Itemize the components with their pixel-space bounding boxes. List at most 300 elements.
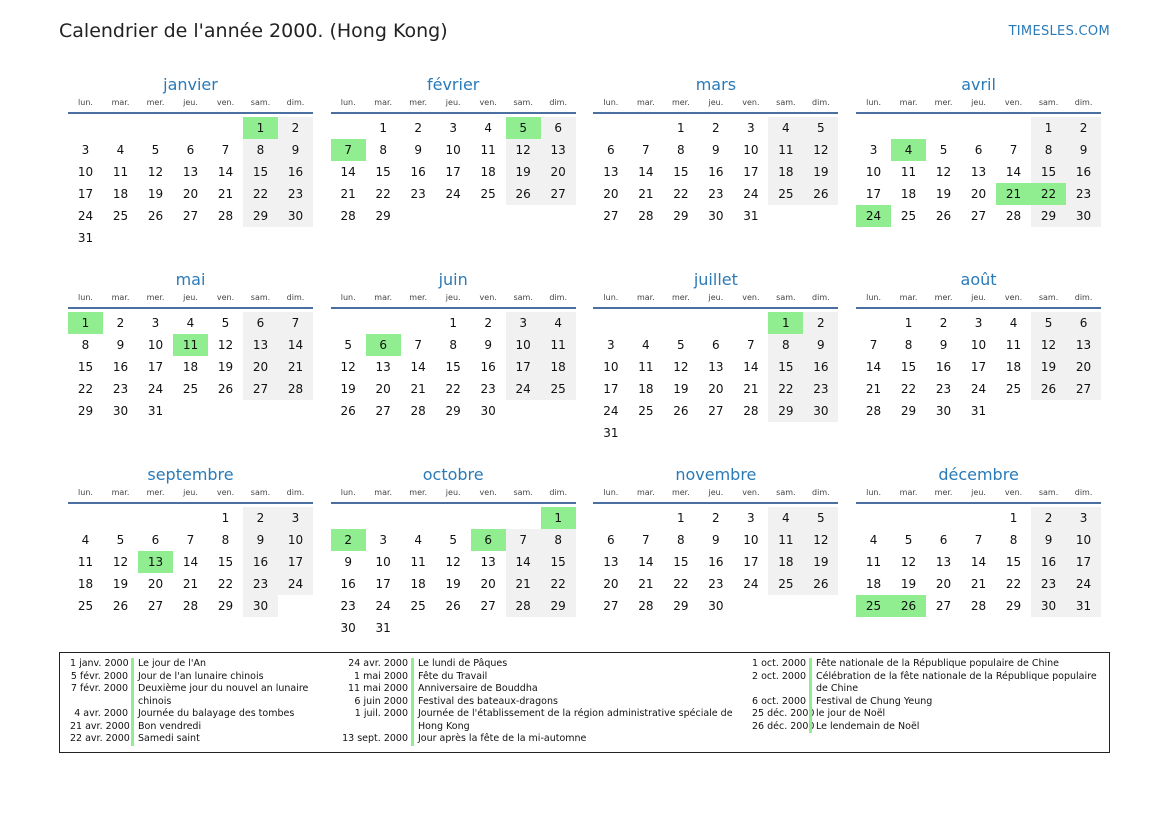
empty-cell [628,117,663,139]
weekday-label: mar. [899,488,918,497]
day-cell: 13 [541,139,576,161]
day-cell: 11 [865,555,882,569]
day-cell: 20 [147,577,164,591]
weekday-label: mer. [671,488,690,497]
day-cell: 24 [603,404,619,418]
month-calendar [856,74,1101,257]
day-cell: 20 [375,382,391,396]
day-cell: 13 [935,555,952,569]
day-cell: 7 [186,533,195,547]
day-cell: 12 [340,360,356,374]
weekday-label: sam. [1038,293,1059,302]
empty-cell [366,312,401,334]
day-cell: 9 [243,529,278,551]
legend-entry [341,671,736,684]
weekday-label: jeu. [708,488,724,497]
days-grid [68,504,313,617]
day-cell: 18 [900,187,917,201]
holiday-date: 4 avr. 2000 [74,708,128,719]
weekday-label: ven. [1004,488,1023,497]
day-cell: 30 [243,595,278,617]
weekday-label: lun. [78,98,93,107]
empty-cell [628,312,663,334]
holiday-legend [59,652,1110,753]
day-cell: 16 [480,360,496,374]
day-cell: 3 [869,143,878,157]
site-link[interactable]: TIMESLES.COM [1008,24,1110,39]
weekday-label: mer. [146,98,165,107]
month-name: octobre [422,465,484,484]
day-cell: 28 [1005,209,1022,223]
weekday-label: mer. [934,98,953,107]
day-cell: 29 [1031,205,1066,227]
weekday-label: ven. [216,488,235,497]
day-cell: 26 [112,599,129,613]
day-cell: 17 [743,165,759,179]
day-cell: 13 [182,165,199,179]
day-cell: 1 [1031,117,1066,139]
day-cell: 24 [743,577,759,591]
day-cell: 6 [186,143,195,157]
days-grid [593,114,838,227]
day-cell: 19 [445,577,461,591]
days-grid [593,309,838,444]
day-cell: 10 [445,143,461,157]
holiday-day-cell: 1 [768,312,803,334]
day-cell: 19 [900,577,917,591]
day-cell: 27 [935,599,952,613]
holiday-day-cell: 1 [541,507,576,529]
day-cell: 25 [900,209,917,223]
day-cell: 18 [112,187,129,201]
day-cell: 8 [541,529,576,551]
day-cell: 12 [935,165,952,179]
holiday-date: 22 avr. 2000 [70,733,130,744]
empty-cell [628,507,663,529]
weekday-label: dim. [812,98,830,107]
legend-entry [70,683,340,708]
day-cell: 21 [410,382,426,396]
weekday-label: sam. [776,98,796,107]
day-cell: 24 [970,382,987,396]
weekday-label: mer. [934,488,953,497]
empty-cell [698,312,733,334]
day-cell: 20 [708,382,724,396]
day-cell: 14 [217,165,234,179]
day-cell: 23 [1031,573,1066,595]
month-name: avril [961,75,996,94]
day-cell: 21 [506,573,541,595]
day-cell: 30 [278,205,313,227]
day-cell: 8 [1009,533,1018,547]
holiday-name: Samedi saint [131,733,340,746]
day-cell: 18 [77,577,94,591]
day-cell: 14 [638,555,654,569]
empty-cell [68,117,103,139]
weekday-label: jeu. [971,293,986,302]
weekday-label: dim. [549,98,567,107]
day-cell: 12 [147,165,164,179]
day-cell: 17 [375,577,391,591]
day-cell: 28 [970,599,987,613]
empty-cell [331,507,366,529]
weekday-label: lun. [78,293,93,302]
day-cell: 8 [768,334,803,356]
empty-cell [138,117,173,139]
day-cell: 5 [344,338,352,352]
holiday-name: Deuxième jour du nouvel an lunaire chinois [131,683,340,708]
weekday-label: dim. [1074,98,1093,107]
day-cell: 16 [803,356,838,378]
day-cell: 8 [904,338,913,352]
day-cell: 21 [970,577,987,591]
day-cell: 10 [506,334,541,356]
day-cell: 22 [900,382,917,396]
day-cell: 26 [935,209,952,223]
month-name: février [426,75,480,94]
day-cell: 11 [1005,338,1022,352]
month-name: juin [438,270,468,289]
months-grid [68,74,1101,647]
day-cell: 17 [743,555,759,569]
empty-cell [173,117,208,139]
day-cell: 15 [217,555,234,569]
day-cell: 17 [77,187,94,201]
day-cell: 29 [768,400,803,422]
day-cell: 24 [445,187,461,201]
empty-cell [401,312,436,334]
legend-entry [341,658,736,671]
day-cell: 2 [278,117,313,139]
day-cell: 29 [900,404,917,418]
holiday-date: 5 févr. 2000 [70,670,128,682]
weekday-label: mar. [636,488,655,497]
month-calendar [331,269,576,452]
month-calendar [593,269,838,452]
empty-cell [891,507,926,529]
weekday-label: mar. [111,293,130,302]
legend-entry [752,658,1099,671]
day-cell: 4 [81,533,90,547]
day-cell: 9 [344,555,352,569]
empty-cell [138,507,173,529]
legend-entry [70,733,340,746]
month-calendar [856,464,1101,647]
month-name: novembre [675,465,757,484]
weekday-label: jeu. [445,98,461,107]
legend-entry [341,733,736,746]
weekday-label: mar. [636,293,655,302]
day-cell: 23 [1066,183,1101,205]
day-cell: 25 [112,209,129,223]
day-cell: 11 [768,139,803,161]
days-grid [68,309,313,422]
weekday-header [68,291,313,309]
empty-cell [173,507,208,529]
empty-cell [926,507,961,529]
legend-entry [341,696,736,709]
month-calendar [856,269,1101,452]
day-cell: 13 [243,334,278,356]
day-cell: 29 [375,209,391,223]
day-cell: 24 [1066,573,1101,595]
day-cell: 23 [480,382,496,396]
holiday-day-cell: 22 [1031,183,1066,205]
day-cell: 7 [974,533,983,547]
holiday-day-cell: 1 [68,312,103,334]
holiday-day-cell: 2 [331,529,366,551]
day-cell: 14 [638,165,654,179]
day-cell: 6 [1066,312,1101,334]
day-cell: 26 [1031,378,1066,400]
weekday-label: sam. [250,98,271,107]
day-cell: 26 [445,599,461,613]
day-cell: 8 [1031,139,1066,161]
empty-cell [733,312,768,334]
day-cell: 9 [712,143,720,157]
day-cell: 26 [803,573,838,595]
day-cell: 20 [970,187,987,201]
month-name: mai [175,270,206,289]
day-cell: 22 [375,187,391,201]
weekday-header [331,291,576,309]
weekday-header [331,486,576,504]
day-cell: 25 [77,599,94,613]
holiday-name: Bon vendredi [131,721,340,734]
day-cell: 6 [939,533,948,547]
day-cell: 27 [970,209,987,223]
day-cell: 2 [803,312,838,334]
legend-entry [70,658,340,671]
day-cell: 18 [480,165,496,179]
day-cell: 17 [603,382,619,396]
empty-cell [663,312,698,334]
day-cell: 11 [900,165,917,179]
day-cell: 6 [607,533,615,547]
day-cell: 9 [1066,139,1101,161]
weekday-label: mer. [934,293,953,302]
day-cell: 12 [445,555,461,569]
day-cell: 7 [747,338,755,352]
weekday-label: sam. [776,488,796,497]
day-cell: 3 [151,316,160,330]
day-cell: 12 [112,555,129,569]
empty-cell [506,507,541,529]
day-cell: 9 [1031,529,1066,551]
day-cell: 29 [673,209,689,223]
day-cell: 22 [217,577,234,591]
day-cell: 4 [116,143,125,157]
day-cell: 3 [506,312,541,334]
month-name: janvier [163,75,218,94]
holiday-day-cell: 6 [366,334,401,356]
day-cell: 11 [410,555,426,569]
empty-cell [856,117,891,139]
day-cell: 19 [803,161,838,183]
day-cell: 30 [708,599,724,613]
day-cell: 29 [445,404,461,418]
day-cell: 27 [147,599,164,613]
day-cell: 13 [480,555,496,569]
day-cell: 24 [375,599,391,613]
day-cell: 4 [414,533,422,547]
day-cell: 12 [1031,334,1066,356]
day-cell: 11 [77,555,94,569]
day-cell: 20 [603,577,619,591]
day-cell: 27 [243,378,278,400]
day-cell: 22 [768,378,803,400]
day-cell: 27 [541,183,576,205]
day-cell: 22 [243,183,278,205]
day-cell: 23 [803,378,838,400]
day-cell: 24 [506,378,541,400]
day-cell: 18 [1005,360,1022,374]
day-cell: 22 [445,382,461,396]
day-cell: 16 [708,555,724,569]
day-cell: 19 [803,551,838,573]
legend-entry [341,683,736,696]
empty-cell [331,312,366,334]
day-cell: 28 [865,404,882,418]
weekday-label: dim. [286,293,305,302]
day-cell: 17 [970,360,987,374]
holiday-name: Fête du Travail [411,671,736,684]
day-cell: 29 [217,599,234,613]
holiday-day-cell: 7 [331,139,366,161]
day-cell: 16 [708,165,724,179]
day-cell: 14 [340,165,356,179]
day-cell: 4 [541,312,576,334]
weekday-label: jeu. [183,98,198,107]
day-cell: 14 [743,360,759,374]
day-cell: 18 [768,161,803,183]
empty-cell [593,507,628,529]
day-cell: 5 [904,533,913,547]
day-cell: 30 [803,400,838,422]
day-cell: 31 [603,426,619,440]
month-name: mars [695,75,737,94]
weekday-label: ven. [216,98,235,107]
day-cell: 4 [642,338,650,352]
empty-cell [331,117,366,139]
day-cell: 28 [278,378,313,400]
legend-column [752,658,1099,733]
day-cell: 30 [708,209,724,223]
day-cell: 15 [1005,555,1022,569]
day-cell: 13 [375,360,391,374]
day-cell: 14 [865,360,882,374]
day-cell: 15 [243,161,278,183]
day-cell: 18 [182,360,199,374]
day-cell: 10 [743,533,759,547]
day-cell: 26 [673,404,689,418]
day-cell: 4 [869,533,878,547]
holiday-date: 1 juil. 2000 [354,708,408,719]
day-cell: 14 [970,555,987,569]
day-cell: 2 [939,316,948,330]
day-cell: 1 [221,511,230,525]
day-cell: 23 [708,187,724,201]
day-cell: 28 [638,209,654,223]
day-cell: 11 [638,360,654,374]
day-cell: 29 [541,595,576,617]
day-cell: 5 [449,533,457,547]
day-cell: 8 [243,139,278,161]
holiday-date: 7 févr. 2000 [70,683,128,694]
holiday-name: Célébration de la fête nationale de la République populaire de Chine [809,671,1099,696]
weekday-label: mer. [409,293,428,302]
day-cell: 10 [77,165,94,179]
days-grid [331,504,576,639]
holiday-name: le jour de Noël [809,708,1099,721]
empty-cell [961,117,996,139]
empty-cell [856,507,891,529]
day-cell: 9 [116,338,125,352]
month-calendar [593,464,838,647]
day-cell: 11 [541,334,576,356]
holiday-date: 1 janv. 2000 [70,658,129,669]
day-cell: 31 [77,231,94,245]
weekday-label: mar. [111,98,130,107]
day-cell: 17 [147,360,164,374]
holiday-date: 21 avr. 2000 [70,720,130,732]
day-cell: 31 [147,404,164,418]
day-cell: 17 [445,165,461,179]
month-calendar [331,464,576,647]
day-cell: 21 [865,382,882,396]
day-cell: 12 [673,360,689,374]
day-cell: 9 [712,533,720,547]
day-cell: 2 [712,121,720,135]
day-cell: 6 [541,117,576,139]
day-cell: 30 [112,404,129,418]
weekday-label: jeu. [445,488,461,497]
day-cell: 3 [607,338,615,352]
day-cell: 25 [1005,382,1022,396]
day-cell: 5 [116,533,125,547]
day-cell: 2 [712,511,720,525]
day-cell: 30 [480,404,496,418]
holiday-day-cell: 4 [891,139,926,161]
holiday-date: 24 avr. 2000 [348,658,408,669]
day-cell: 3 [81,143,90,157]
weekday-label: dim. [812,488,830,497]
day-cell: 21 [217,187,234,201]
day-cell: 9 [278,139,313,161]
day-cell: 11 [480,143,496,157]
day-cell: 22 [1005,577,1022,591]
day-cell: 31 [375,621,391,635]
weekday-label: sam. [1038,488,1059,497]
day-cell: 19 [506,161,541,183]
day-cell: 3 [379,533,387,547]
day-cell: 22 [77,382,94,396]
month-calendar [593,74,838,257]
day-cell: 27 [1066,378,1101,400]
day-cell: 13 [708,360,724,374]
day-cell: 20 [480,577,496,591]
day-cell: 15 [900,360,917,374]
day-cell: 5 [151,143,160,157]
day-cell: 6 [607,143,615,157]
holiday-date: 6 juin 2000 [354,695,408,707]
weekday-label: dim. [286,488,305,497]
day-cell: 28 [743,404,759,418]
day-cell: 7 [414,338,422,352]
weekday-header [856,96,1101,114]
day-cell: 1 [677,511,685,525]
empty-cell [103,117,138,139]
